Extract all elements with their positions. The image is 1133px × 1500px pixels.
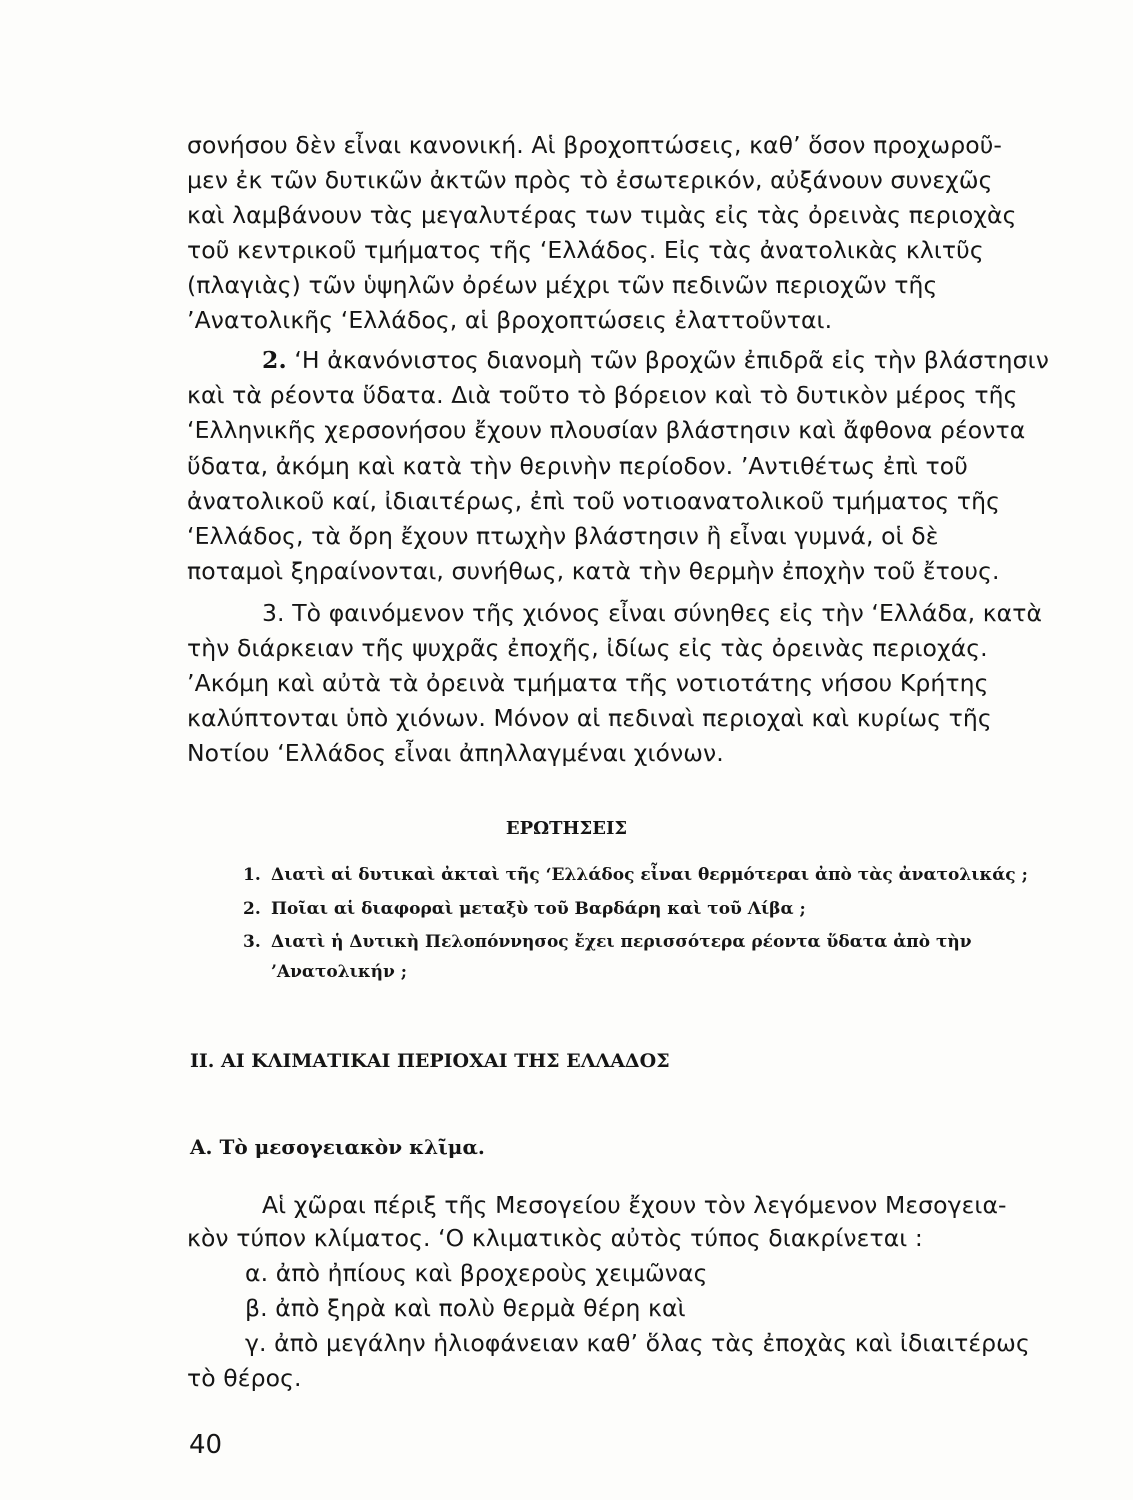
text-line: ‘Ελλάδος, τὰ ὄρη ἔχουν πτωχὴν βλάστησιν ἢ εἶναι γυμνά, οἱ δὲ bbox=[187, 522, 939, 550]
list-item: γ. ἀπὸ μεγάλην ἡλιοφάνειαν καθ’ ὅλας τὰς ἐποχὰς καὶ ἰδιαιτέρως bbox=[245, 1329, 1030, 1357]
question-item bbox=[243, 865, 1028, 885]
text-line: σονήσου δὲν εἶναι κανονική. Αἱ βροχοπτώσεις, καθ’ ὅσον προχωροῦ- bbox=[187, 131, 1002, 159]
paragraph-number: 2. bbox=[262, 346, 287, 374]
text-line: 3. Τὸ φαινόμενον τῆς χιόνος εἶναι σύνηθες εἰς τὴν ‘Ελλάδα, κατὰ bbox=[262, 599, 1043, 627]
question-text: Διατὶ ἡ Δυτικὴ Πελοπόννησος ἔχει περισσότερα ρέοντα ὕδατα ἀπὸ τὴν bbox=[271, 932, 972, 952]
question-text: Διατὶ αἱ δυτικαὶ ἀκταὶ τῆς ‘Ελλάδος εἶναι θερμότεραι ἀπὸ τὰς ἀνατολικάς ; bbox=[271, 865, 1028, 885]
text-line: καὶ λαμβάνουν τὰς μεγαλυτέρας των τιμὰς εἰς τὰς ὀρεινὰς περιοχὰς bbox=[187, 201, 1017, 229]
text-line: ’Ανατολικῆς ‘Ελλάδος, αἱ βροχοπτώσεις ἐλαττοῦνται. bbox=[187, 306, 833, 334]
question-item bbox=[243, 899, 806, 919]
text-line-content: ‘Η ἀκανόνιστος διανομὴ τῶν βροχῶν ἐπιδρᾶ εἰς τὴν βλάστησιν bbox=[294, 346, 1049, 374]
text-line: τὸ θέρος. bbox=[187, 1364, 302, 1392]
text-line bbox=[262, 345, 1052, 375]
text-line: Αἱ χῶραι πέριξ τῆς Μεσογείου ἔχουν τὸν λεγόμενον Μεσογεια- bbox=[262, 1191, 1007, 1219]
subsection-heading: Α. Τὸ μεσογειακὸν κλῖμα. bbox=[190, 1135, 485, 1159]
question-number: 1. bbox=[243, 865, 261, 885]
text-line: ἀνατολικοῦ καί, ἰδιαιτέρως, ἐπὶ τοῦ νοτιοανατολικοῦ τμήματος τῆς bbox=[187, 487, 1001, 515]
text-line: Νοτίου ‘Ελλάδος εἶναι ἀπηλλαγμέναι χιόνων. bbox=[187, 739, 724, 767]
question-number: 2. bbox=[243, 899, 261, 919]
text-line: καὶ τὰ ρέοντα ὕδατα. Διὰ τοῦτο τὸ βόρειον καὶ τὸ δυτικὸν μέρος τῆς bbox=[187, 381, 1018, 409]
questions-title: ΕΡΩΤΗΣΕΙΣ bbox=[505, 818, 628, 839]
section-heading: ΙΙ. ΑΙ ΚΛΙΜΑΤΙΚΑΙ ΠΕΡΙΟΧΑΙ ΤΗΣ ΕΛΛΑΔΟΣ bbox=[190, 1050, 670, 1072]
text-line: (πλαγιὰς) τῶν ὑψηλῶν ὀρέων μέχρι τῶν πεδινῶν περιοχῶν τῆς bbox=[187, 271, 938, 299]
text-line: τοῦ κεντρικοῦ τμήματος τῆς ‘Ελλάδος. Εἰς τὰς ἀνατολικὰς κλιτῦς bbox=[187, 236, 984, 264]
list-item: α. ἀπὸ ἠπίους καὶ βροχεροὺς χειμῶνας bbox=[245, 1259, 708, 1287]
text-line: ὕδατα, ἀκόμη καὶ κατὰ τὴν θερινὴν περίοδον. ’Αντιθέτως ἐπὶ τοῦ bbox=[187, 452, 968, 480]
text-line: τὴν διάρκειαν τῆς ψυχρᾶς ἐποχῆς, ἰδίως εἰς τὰς ὀρεινὰς περιοχάς. bbox=[187, 634, 988, 662]
list-item: β. ἀπὸ ξηρὰ καὶ πολὺ θερμὰ θέρη καὶ bbox=[245, 1294, 686, 1322]
text-line: μεν ἐκ τῶν δυτικῶν ἀκτῶν πρὸς τὸ ἐσωτερικόν, αὐξάνουν συνεχῶς bbox=[187, 166, 993, 194]
question-item bbox=[243, 932, 972, 952]
page-number: 40 bbox=[189, 1430, 223, 1460]
text-line: καλύπτονται ὑπὸ χιόνων. Μόνον αἱ πεδιναὶ περιοχαὶ καὶ κυρίως τῆς bbox=[187, 704, 992, 732]
text-line: ποταμοὶ ξηραίνονται, συνήθως, κατὰ τὴν θερμὴν ἐποχὴν τοῦ ἔτους. bbox=[187, 557, 1000, 585]
text-line: κὸν τύπον κλίματος. ‘Ο κλιματικὸς αὐτὸς τύπος διακρίνεται : bbox=[187, 1224, 923, 1252]
text-line: ‘Ελληνικῆς χερσονήσου ἔχουν πλουσίαν βλάστησιν καὶ ἄφθονα ρέοντα bbox=[187, 416, 1026, 444]
question-continuation: ’Ανατολικήν ; bbox=[271, 962, 407, 982]
question-number: 3. bbox=[243, 932, 261, 952]
text-line: ’Ακόμη καὶ αὐτὰ τὰ ὀρεινὰ τμήματα τῆς νοτιοτάτης νήσου Κρήτης bbox=[187, 669, 989, 697]
question-text: Ποῖαι αἱ διαφοραὶ μεταξὺ τοῦ Βαρδάρη καὶ τοῦ Λίβα ; bbox=[271, 899, 806, 919]
